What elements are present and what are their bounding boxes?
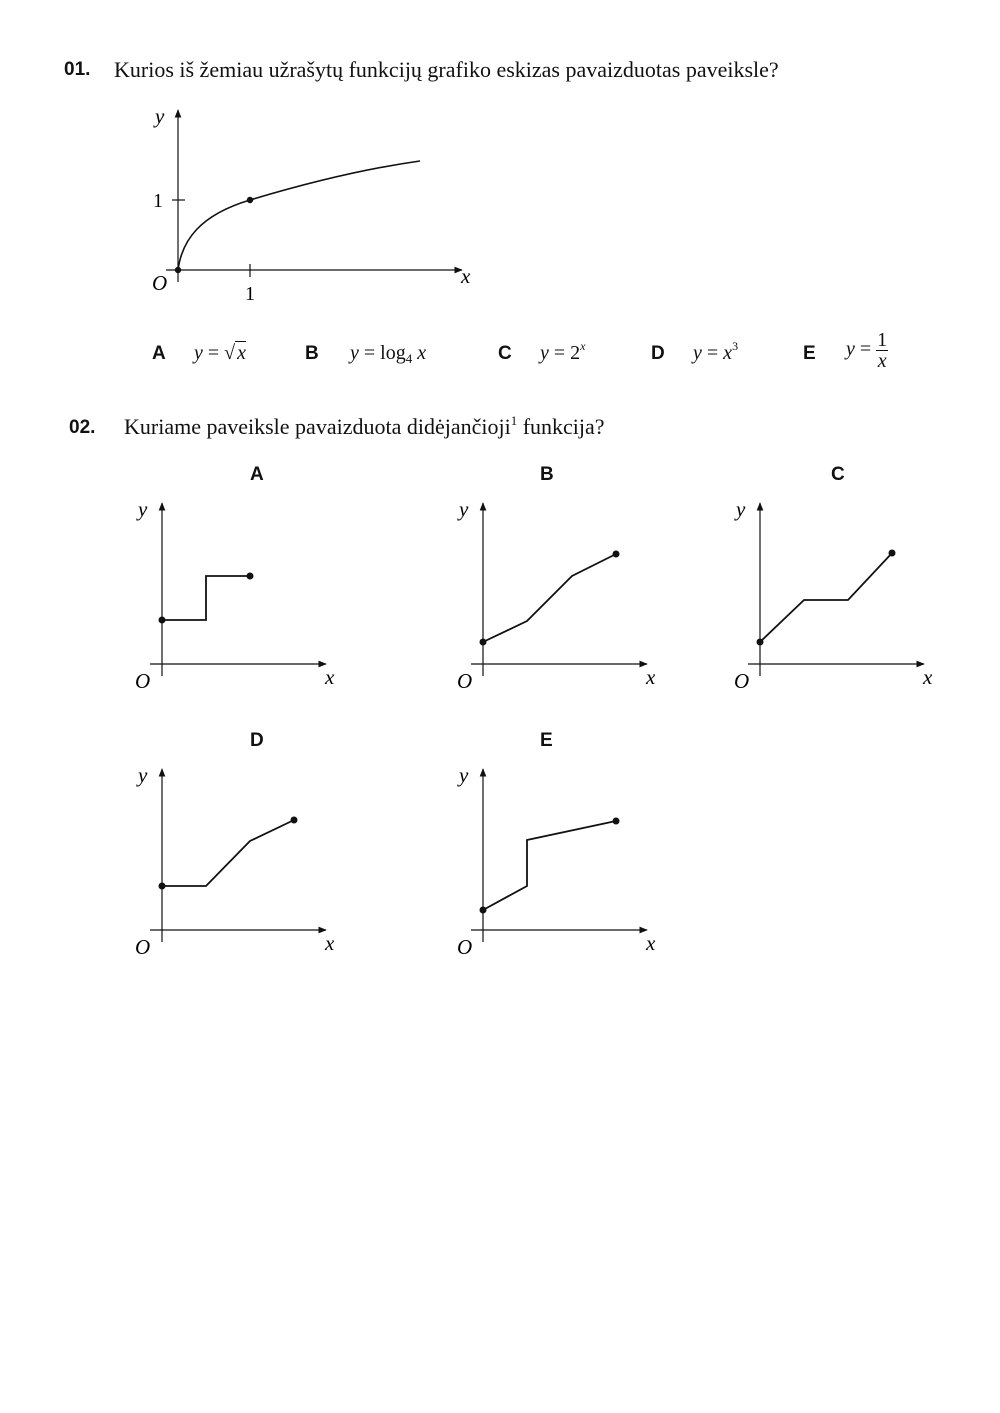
q2e-end-point [613,818,620,825]
q2a-end-point [247,573,254,580]
q2a-origin-label: O [135,669,151,693]
q1-option-d-letter[interactable]: D [651,343,665,364]
q1-option-a-letter[interactable]: A [152,343,166,364]
q1-option-b-formula[interactable]: $y = \log_4 x$ [350,342,427,366]
q2a-start-point [159,617,166,624]
q2d-origin-label: O [135,935,151,959]
q2b-x-label: x [646,665,656,689]
q2c-x-label: x [923,665,933,689]
q2-graph-a-label: A [250,464,264,485]
q2c-end-point [889,550,896,557]
question-2-text-end: funkcija? [517,414,605,439]
q2b-start-point [480,639,487,646]
q2b-function-line [483,554,616,642]
q2-graph-c[interactable] [734,497,933,693]
question-1-text: Kurios iš žemiau užrašytų funkcijų grafiko eskizas pavaizduotas paveiksle? [114,57,779,82]
q2-graph-e-label: E [540,730,553,751]
q1-y-label: y [155,104,165,128]
q2c-y-label: y [736,497,746,521]
question-1-number: 01. [64,59,91,80]
q1-origin-label: O [152,271,168,295]
q2e-origin-label: O [457,935,473,959]
q2-graph-e[interactable] [457,763,656,959]
q1-option-d-formula[interactable]: $y = x^3$ [693,339,739,364]
q1-y-tick-label: 1 [153,190,163,212]
q2b-end-point [613,551,620,558]
question-2-text-main: Kuriame paveiksle pavaizduota didėjančioji [124,414,511,439]
q1-option-e-formula[interactable]: y = $\frac{1}{x}$ [846,329,888,372]
question-2-number: 02. [69,417,96,438]
q2d-function-line [162,820,294,886]
q2e-start-point [480,907,487,914]
q2c-function-line [760,553,892,642]
q2d-x-label: x [325,931,335,955]
q2b-y-label: y [459,497,469,521]
q2c-start-point [757,639,764,646]
q2d-y-label: y [138,763,148,787]
q2a-x-label: x [325,665,335,689]
q2-graph-b[interactable] [457,497,656,693]
footnote-mark: 1 [510,413,518,428]
q1-option-c-formula[interactable]: $y = 2^x$ [540,339,586,364]
q2e-y-label: y [459,763,469,787]
q2b-origin-label: O [457,669,473,693]
q2-graph-d-label: D [250,730,264,751]
q2e-x-label: x [646,931,656,955]
q1-option-b-letter[interactable]: B [305,343,319,364]
q1-x-label: x [461,264,471,288]
q1-option-e-letter[interactable]: E [803,343,816,364]
q2c-origin-label: O [734,669,750,693]
q2a-y-label: y [138,497,148,521]
q2a-function-line [162,576,250,620]
q1-option-c-letter[interactable]: C [498,343,512,364]
q2e-function-line [483,821,616,910]
q1-x-tick-label: 1 [245,283,255,305]
q2-graph-c-label: C [831,464,845,485]
q2-graph-a[interactable] [135,497,335,693]
q2d-end-point [291,817,298,824]
q2-graph-b-label: B [540,464,554,485]
q1-option-a-formula[interactable]: y = √ x [194,342,247,364]
q2d-start-point [159,883,166,890]
q2-graph-d[interactable] [135,763,335,959]
